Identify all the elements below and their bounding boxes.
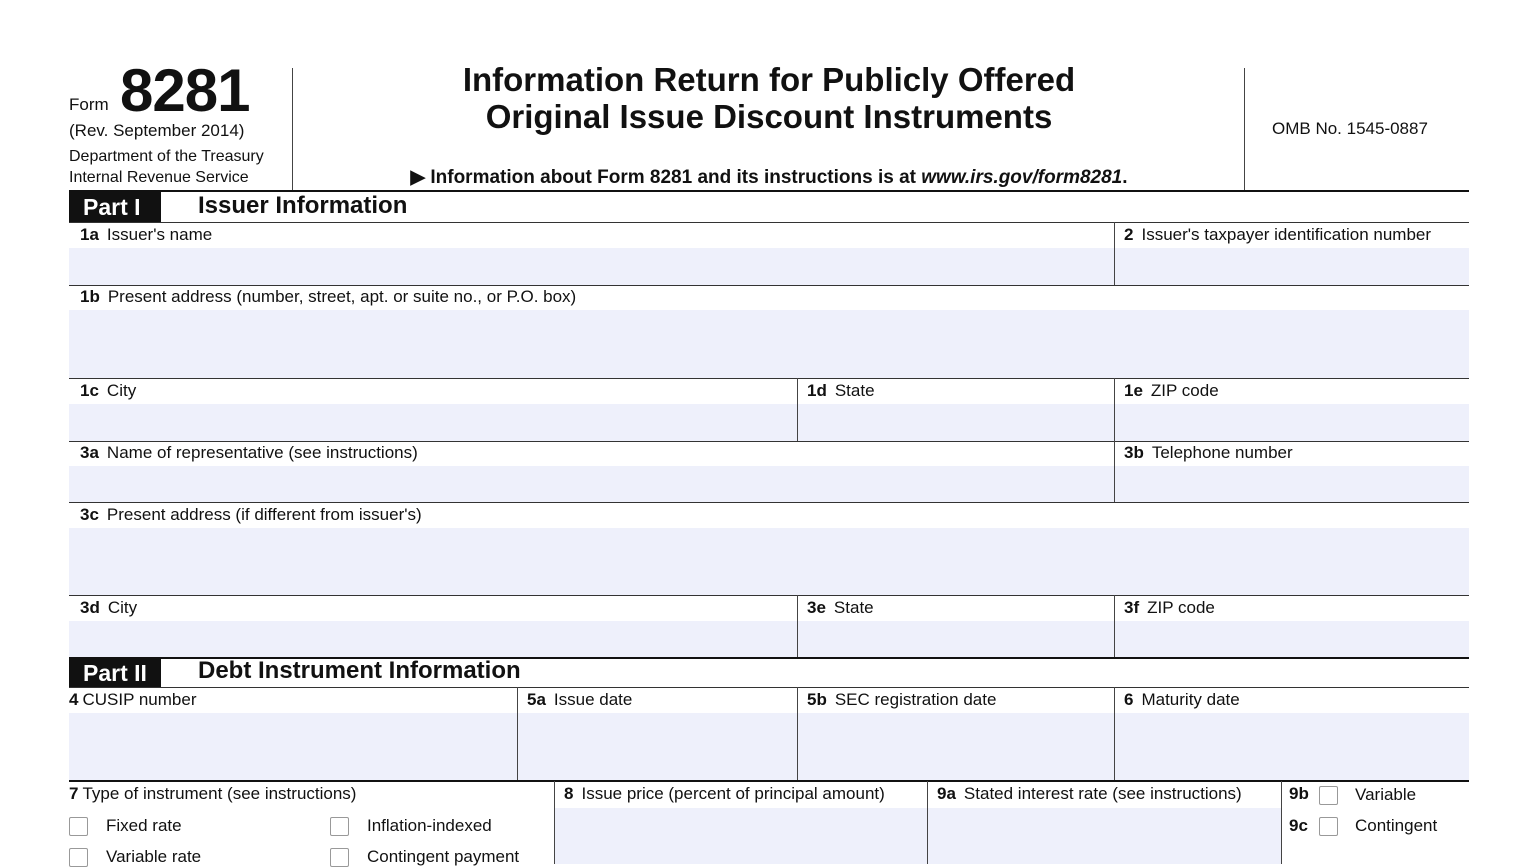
issuer-address-input[interactable] [69, 310, 1469, 378]
label-7: 7 Type of instrument (see instructions) [69, 784, 357, 803]
label-3b: 3b Telephone number [1124, 443, 1293, 462]
form-number: 8281 [120, 57, 250, 124]
label-1b: 1b Present address (number, street, apt. or suite no., or P.O. box) [80, 287, 577, 306]
telephone-input[interactable] [1115, 466, 1469, 502]
variable-checkbox[interactable] [1319, 786, 1338, 805]
representative-state-input[interactable] [798, 621, 1114, 657]
fixed-rate-label: Fixed rate [106, 816, 182, 835]
issuer-city-input[interactable] [69, 404, 797, 441]
arrow-right-icon: ▶ [410, 167, 426, 188]
form-word: Form [69, 95, 109, 114]
label-8: 8 Issue price (percent of principal amount) [564, 784, 885, 803]
info-suffix: . [1122, 167, 1128, 188]
fixed-rate-checkbox[interactable] [69, 817, 88, 836]
issuer-name-input[interactable] [69, 248, 1114, 285]
issuer-state-input[interactable] [798, 404, 1114, 441]
inflation-indexed-checkbox[interactable] [330, 817, 349, 836]
contingent-checkbox[interactable] [1319, 817, 1338, 836]
contingent-label: Contingent [1355, 816, 1438, 835]
label-1d: 1d State [807, 381, 875, 400]
label-5a: 5a Issue date [527, 690, 633, 709]
info-prefix: Information about Form 8281 and its instructions is at [430, 167, 916, 188]
contingent-payment-label: Contingent payment [367, 847, 520, 866]
issue-date-input[interactable] [518, 713, 797, 781]
part1-tag: Part I [69, 192, 161, 222]
part2-tag: Part II [69, 659, 161, 687]
label-6: 6 Maturity date [1124, 690, 1240, 709]
label-5b: 5b SEC registration date [807, 690, 997, 709]
revision: (Rev. September 2014) [69, 121, 245, 140]
representative-name-input[interactable] [69, 466, 1114, 502]
representative-address-input[interactable] [69, 528, 1469, 595]
stated-interest-rate-input[interactable] [928, 808, 1281, 864]
representative-city-input[interactable] [69, 621, 797, 657]
label-3a: 3a Name of representative (see instructions) [80, 443, 418, 462]
label-9b-num: 9b [1289, 784, 1309, 803]
title-line-1: Information Return for Publicly Offered [462, 61, 1076, 98]
representative-zip-input[interactable] [1115, 621, 1469, 657]
label-3c: 3c Present address (if different from issuer's) [80, 505, 422, 524]
variable-rate-label: Variable rate [106, 847, 202, 866]
contingent-payment-checkbox[interactable] [330, 848, 349, 867]
label-4: 4 CUSIP number [69, 690, 197, 709]
info-line [293, 166, 1245, 189]
department: Department of the Treasury [69, 148, 264, 165]
omb-number: OMB No. 1545-0887 [1272, 119, 1428, 138]
label-2: 2 Issuer's taxpayer identification number [1124, 225, 1432, 244]
part1-title: Issuer Information [198, 192, 408, 219]
issuer-tin-input[interactable] [1115, 248, 1469, 285]
issue-price-input[interactable] [555, 808, 927, 864]
variable-rate-checkbox[interactable] [69, 848, 88, 867]
label-3d: 3d City [80, 598, 138, 617]
part2-title: Debt Instrument Information [198, 657, 521, 684]
label-9a: 9a Stated interest rate (see instructions) [937, 784, 1242, 803]
inflation-indexed-label: Inflation-indexed [367, 816, 492, 835]
variable-label: Variable [1355, 785, 1417, 804]
title-line-2: Original Issue Discount Instruments [485, 98, 1053, 135]
sec-registration-date-input[interactable] [798, 713, 1114, 781]
label-3e: 3e State [807, 598, 874, 617]
label-1c: 1c City [80, 381, 137, 400]
maturity-date-input[interactable] [1115, 713, 1469, 781]
label-3f: 3f ZIP code [1124, 598, 1215, 617]
issuer-zip-input[interactable] [1115, 404, 1469, 441]
label-9c-num: 9c [1289, 816, 1308, 835]
form-title [293, 61, 1245, 135]
label-1a: 1a Issuer's name [80, 225, 213, 244]
service: Internal Revenue Service [69, 169, 249, 186]
cusip-input[interactable] [69, 713, 517, 781]
label-1e: 1e ZIP code [1124, 381, 1219, 400]
info-url[interactable]: www.irs.gov/form8281 [921, 167, 1123, 188]
